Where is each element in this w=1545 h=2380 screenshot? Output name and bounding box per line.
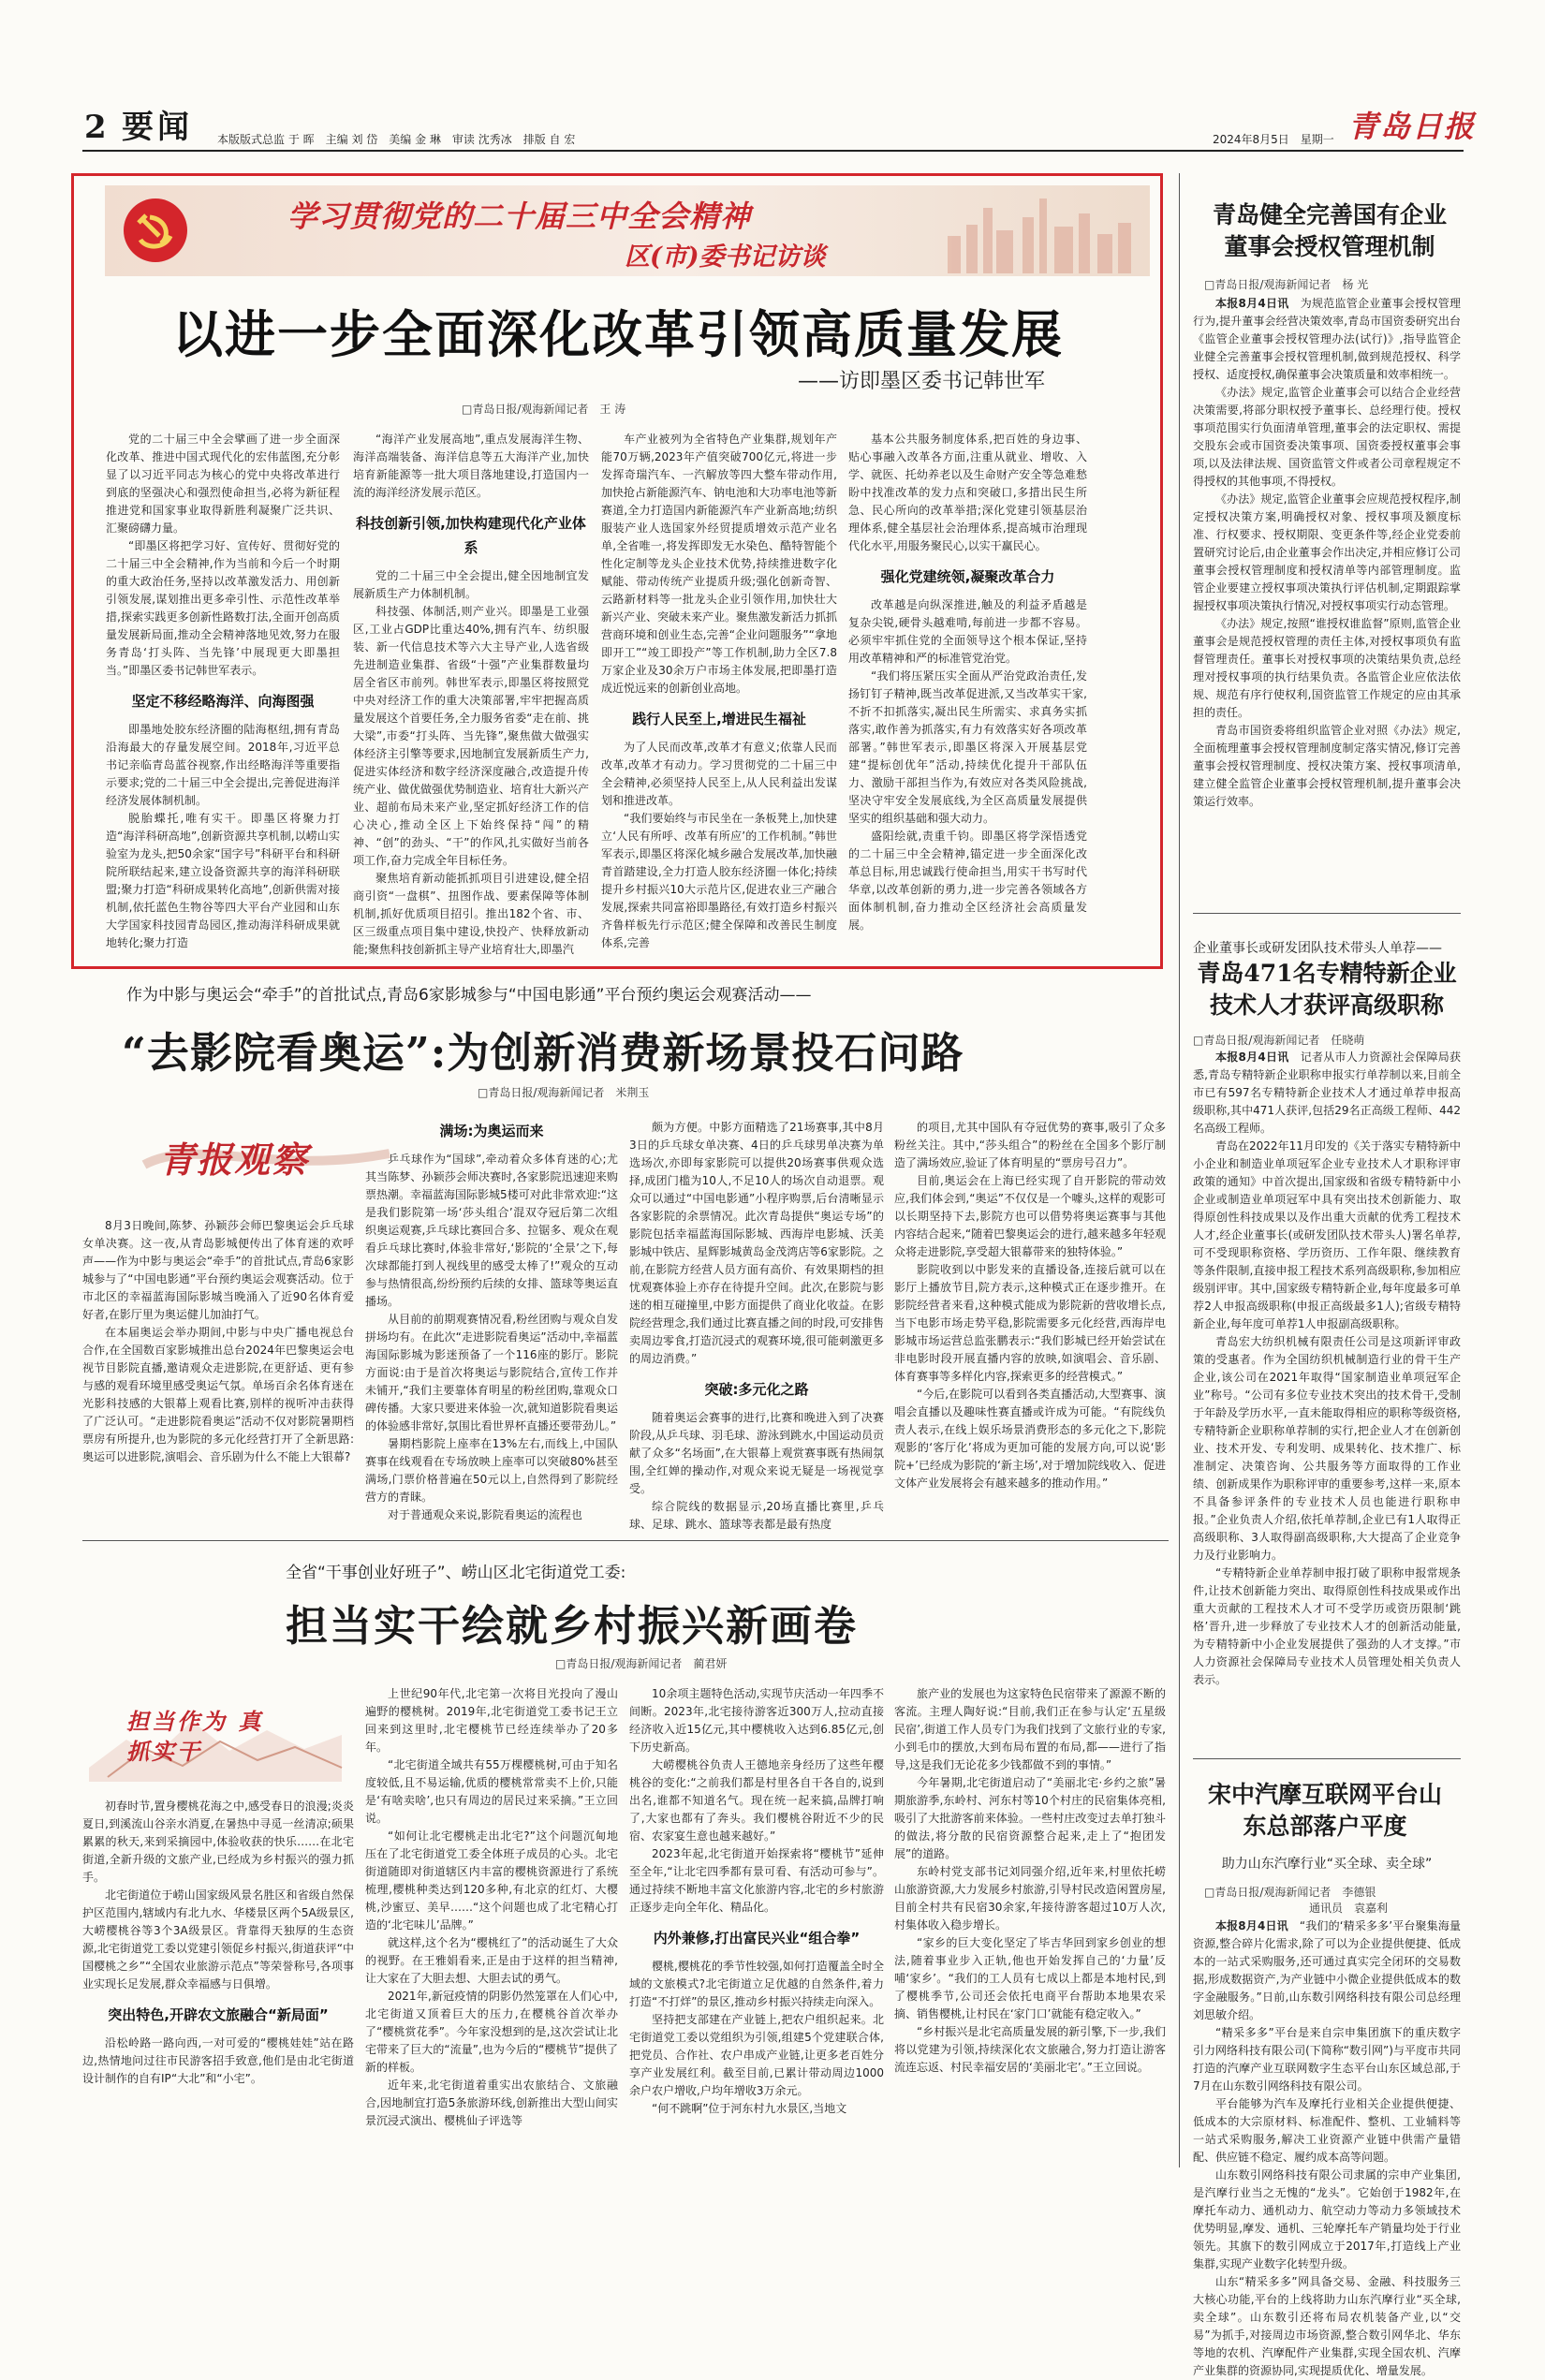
olympic-column-1 xyxy=(82,1217,354,1526)
section-heading: 内外兼修,打出富民兴业“组合拳” xyxy=(653,1930,861,1947)
paragraph: 盛阳绘就,责重千钧。即墨区将学深悟透党的二十届三中全会精神,锚定进一步全面深化改革总目标,用忠诚践行使命担当,用实干书写时代华章,以改革创新的勇力,进一步完善各领域各方面体制机制,奋力推动全区经济社会高质量发展。 xyxy=(848,830,1087,932)
paragraph xyxy=(1193,1917,1461,2024)
issue-date: 2024年8月5日 星期一 xyxy=(1213,133,1334,146)
rural-column-4 xyxy=(894,1685,1166,2167)
newspaper-logo: 青岛日报 xyxy=(1348,109,1477,144)
right-mid-byline: □青岛日报/观海新闻记者 任晓萌 xyxy=(1193,1034,1365,1047)
feature-column-3 xyxy=(601,431,837,960)
paragraph-text: 记者从市人力资源社会保障局获悉,青岛专精特新企业职称申报实行单荐制以来,目前全市已有597名专精特新企业技术人才通过单荐申报高级职称,其中471人获评,包括29名正高级工程师、442名高级工程师。 xyxy=(1193,1050,1461,1135)
paragraph: “北宅街道全域共有55万棵樱桃树,可由于知名度较低,且不易运输,优质的樱桃常常卖不上价,只能是‘有啥卖啥’,也只有周边的居民过来采摘。”王立回说。 xyxy=(365,1758,618,1825)
paragraph: 东岭村党支部书记刘同强介绍,近年来,村里依托崂山旅游资源,大力发展乡村旅游,引导村民改造闲置房屋,目前全村共有民宿30余家,年接待游客超过10万人次,村集体收入稳步增长。 xyxy=(894,1865,1166,1932)
right-bot-byline-2: 通讯员 袁嘉利 xyxy=(1309,1902,1389,1915)
paragraph: 脱胎蝶托,唯有实干。即墨区将聚力打造“海洋科研高地”,创新资源共享机制,以崂山实验室为龙头,把50余家“国字号”科研平台和科研院所联结起来,建立设备资源共享的海洋科研联盟;聚力打造“科研成果转化高地”,创新供需对接机制,依托蓝色生物谷等四大平台产业园和山东大学国家科技园青岛园区,推动海洋科研成果就地转化;聚力打造 xyxy=(106,812,340,949)
rural-column-3 xyxy=(629,1685,884,2167)
paragraph: 科技强、体制活,则产业兴。即墨是工业强区,工业占GDP比重达40%,拥有汽车、纺织服装、新一代信息技术等六大主导产业,人选省级先进制造业集群、省级“十强”产业集群数量均居全省区市前列。韩世军表示,即墨区将按照党中央对经济工作的重大决策部署,牢牢把握高质量发展这个首要任务,全力服务省委“走在前、挑大梁”,市委“打头阵、当先锋”,聚焦做大做强实体经济主引擎等要求,因地制宜发展新质生产力,促进实体经济和数字经济深度融合,改造提升传统产业、做优做强优势制造业、培育壮大新兴产业、超前布局未来产业,坚定抓好经济工作的信心决心,推动全区上下始终保持“闯”的精神、“创”的劲头、“干”的作风,扎实做好当前各项工作,奋力完成全年目标任务。 xyxy=(353,605,590,867)
feature-subhead: ——访即墨区委书记韩世军 xyxy=(798,370,1046,393)
paragraph: 的项目,尤其中国队有夺冠优势的赛事,吸引了众多粉丝关注。其中,“莎头组合”的粉丝在全国多个影厅制造了满场效应,验证了体育明星的“票房号召力”。 xyxy=(894,1121,1166,1169)
paragraph: “乡村振兴是北宅高质量发展的新引擎,下一步,我们将以党建为引领,持续深化农文旅融合,努力打造让游客流连忘返、村民幸福安居的‘美丽北宅’。”王立回说。 xyxy=(894,2025,1166,2074)
paragraph: 党的二十届三中全会提出,健全因地制宜发展新质生产力体制机制。 xyxy=(353,569,589,600)
paragraph: 党的二十届三中全会擘画了进一步全面深化改革、推进中国式现代化的宏伟蓝图,充分彰显了以习近平同志为核心的党中央将改革进行到底的坚强决心和强烈使命担当,必将为新征程推进党和国家事业取得新胜利凝聚广泛共识、汇聚磅礴力量。 xyxy=(106,433,340,535)
paragraph: 颇为方便。中影方面精选了21场赛事,其中8月3日的乒乓球女单决赛、4日的乒乓球男单决赛为单选场次,亦即每家影院可以提供20场赛事供观众选择,成团门槛为10人,不足10人的场次自动退票。观众可以通过“中国电影通”小程序购票,后台清晰显示各家影院的余票情况。此次青岛提供“奥运专场”的影院包括幸福蓝海国际影城、西海岸电影城、沃美影城中铁店、星辉影城黄岛金茂湾店等6家影院。之前,在影院方经营人员方面有高价、有效果期档的担忧观赛体验上亦存在待提升空间。此次,在影院与影迷的相互碰撞里,中影方面提供了商业化收益。在影院经营理念,我们通过比赛直播之间的时段,可安排售卖周边零食,打造沉浸式的观赛环境,很可能刺激更多的周边消费。” xyxy=(629,1121,884,1365)
paragraph: 目前,奥运会在上海已经实现了自开影院的带动效应,我们体会到,“奥运”不仅仅是一个噱头,这样的观影可以长期坚持下去,影院方也可以借势将奥运赛事与其他内容结合起来,“随着巴黎奥运会的进行,越来越多年轻观众将走进影院,享受超大银幕带来的独特体验。” xyxy=(894,1174,1166,1258)
paragraph: “我们将压紧压实全面从严治党政治责任,发扬钉钉子精神,既当改革促进派,又当改革实干家,不折不扣抓落实,凝出民生所需实、求真务实抓落实,敢作善为抓落实,有力有效落实好各项改革部署。”韩世军表示,即墨区将深入开展基层党建“提标创优年”活动,持续优化提升干部队伍力、激励干部担当作为,有效应对各类风险挑战,坚决守牢安全发展底线,为全区高质量发展提供坚实的组织基础和强大动力。 xyxy=(848,669,1087,825)
olympic-column-2 xyxy=(365,1119,618,1531)
rural-byline: □青岛日报/观海新闻记者 蔺君妍 xyxy=(555,1657,728,1670)
right-top-body xyxy=(1193,295,1461,904)
paragraph: “专精特新企业单荐制申报打破了职称申报常规条件,让技术创新能力突出、取得原创性科技成果或作出重大贡献的工程技术人才可不受学历或资历限制‘跳格’晋升,进一步释放了专业技术人才的创新活动能量,为专精特新中小企业发展提供了强劲的人才支撑。”市人力资源社会保障局专业技术人员管理处相关负责人表示。 xyxy=(1193,1566,1461,1686)
right-mid-body xyxy=(1193,1049,1461,1746)
paragraph: 2023年起,北宅街道开始探索将“樱桃节”延伸至全年,“让北宅四季都有景可看、有活动可参与”。通过持续不断地丰富文化旅游内容,北宅的乡村旅游正逐步走向全年化、精品化。 xyxy=(629,1847,884,1914)
paragraph: “即墨区将把学习好、宣传好、贯彻好党的二十届三中全会精神,作为当前和今后一个时期的重大政治任务,坚持以改革激发活力、用创新引领发展,谋划推出更多牵引性、示范性改革举措,探索实践更多创新性路数打法,全面开创高质量发展新局面,推动全会精神落地见效,努力在服务青岛‘打头阵、当先锋’中展现更大即墨担当。”即墨区委书记韩世军表示。 xyxy=(106,539,340,677)
olympic-kicker: 作为中影与奥运会“牵手”的首批试点,青岛6家影城参与“中国电影通”平台预约奥运会观赛活动—— xyxy=(126,986,812,1005)
paragraph: 综合院线的数据显示,20场直播比赛里,乒乓球、足球、跳水、篮球等表都是最有热度 xyxy=(629,1500,884,1531)
right-top-byline: □青岛日报/观海新闻记者 杨 光 xyxy=(1204,278,1369,291)
paragraph: “何不跳啊”位于河东村九水景区,当地文 xyxy=(652,2102,847,2115)
paragraph: “我们要始终与市民坐在一条板凳上,加快建立‘人民有所呼、改革有所应’的工作机制。”韩世军表示,即墨区将深化城乡融合发展改革,加快融青首踏建设,全力打造人胶东经济圈一体化;持续提升乡村振兴10大示范片区,促进农业三产融合发展,探索共同富裕即墨路径,有效打造乡村振兴齐鲁样板先行示范区;健全保障和改善民生制度体系,完善 xyxy=(601,812,837,949)
right-bot-byline: □青岛日报/观海新闻记者 李德银 xyxy=(1204,1886,1376,1899)
olympic-headline: “去影院看奥运”:为创新消费新场景投石问路 xyxy=(122,1028,964,1078)
section-heading: 强化党建统领,凝聚改革合力 xyxy=(880,568,1055,585)
feature-banner xyxy=(105,185,1150,276)
header-rule xyxy=(82,150,1464,152)
section-heading: 践行人民至上,增进民生福祉 xyxy=(632,711,806,727)
right-bot-subtitle: 助力山东汽摩行业“买全球、卖全球” xyxy=(1221,1857,1433,1872)
feature-column-4 xyxy=(848,431,1087,960)
paragraph: 平台能够为汽车及摩托行业相关企业提供便捷、低成本的大宗原材料、标准配件、整机、工业辅料等一站式采购服务,解决工业资源产业链中供需产量错配、供应链不稳定、履约成本高等问题。 xyxy=(1193,2097,1461,2164)
paragraph: 樱桃,樱桃花的季节性较强,如何打造覆盖全时全域的文旅模式?北宅街道立足优越的自然条件,着力打造“不打烊”的景区,推动乡村振兴持续走向深入。 xyxy=(629,1960,884,2008)
paragraph: 北宅街道位于崂山国家级风景名胜区和省级自然保护区范围内,辖域内有北九水、华楼景区两个5A级景区,大崂樱桃谷等3个3A级景区。背靠得天独厚的生态资源,北宅街道党工委以党建引领促乡村振兴,街道获评“中国樱桃之乡”“全国农业旅游示范点”等荣誉称号,各项事业实现长足发展,群众幸福感与日俱增。 xyxy=(82,1888,354,1991)
paragraph: 初春时节,置身樱桃花海之中,感受春日的浪漫;炎炎夏日,到溪流山谷亲水消夏,在暑热中寻觅一丝清凉;硕果累累的秋天,来到采摘园中,体验收获的快乐……在北宅街道,全新升级的文旅产业,已经成为乡村振兴的强力抓手。 xyxy=(82,1800,354,1884)
paragraph: 改革越是向纵深推进,触及的利益矛盾越是复杂尖锐,硬骨头越难啃,每前进一步都不容易。必须牢牢抓住党的全面领导这个根本保证,坚持用改革精神和严的标准管党治党。 xyxy=(848,598,1087,665)
dateline: 本报8月4日讯 xyxy=(1215,1050,1289,1064)
paragraph: 《办法》规定,监管企业董事会应规范授权程序,制定授权决策方案,明确授权对象、授权事项及额度标准、行权要求、授权期限、变更条件等,经企业党委前置研究讨论后,由企业董事会作出决定,并相应修订公司董事会授权管理制度和授权清单等内部管理制度。监管企业要建立授权事项决策执行评估机制,定期跟踪掌握授权事项决策执行情况,对授权事项实行动态管理。 xyxy=(1193,492,1461,612)
paragraph: 山东“精采多多”网具备交易、金融、科技服务三大核心功能,平台的上线将助力山东汽摩行业“买全球,卖全球”。山东数引还将布局农机装备产业,以“交易”为抓手,对接周边市场资源,整合数引网华北、华东等地的农机、汽摩配件产业集群,实现全国农机、汽摩产业集群的资源协同,实现提质优化、增量发展。 xyxy=(1193,2275,1461,2377)
rural-column-2 xyxy=(365,1685,618,2167)
right-section-rule xyxy=(1193,913,1461,914)
feature-headline: 以进一步全面深化改革引领高质量发展 xyxy=(172,304,1064,364)
paragraph: “精采多多”平台是来自宗申集团旗下的重庆数字引力网络科技有限公司(下简称“数引网”)与平度市共同打造的汽摩产业互联网数字生态平台山东区域总部,于7月在山东数引网络科技有限公司。 xyxy=(1193,2026,1461,2093)
paragraph: 聚焦培育新动能抓抓项目引进建设,健全招商引资“一盘棋”、扭图作战、要素保障等体制机制,抓好优质项目招引。推出182个省、市、区三级重点项目集中建设,快投产、快释放新动能;聚焦科技创新抓主导产业培育壮大,即墨汽 xyxy=(353,872,589,956)
right-mid-title: 青岛471名专精特新企业技术人才获评高级职称 xyxy=(1197,960,1457,1019)
section-heading: 突破:多元化之路 xyxy=(704,1381,809,1398)
right-bot-title: 宋中汽摩互联网平台山东总部落户平度 xyxy=(1208,1781,1443,1840)
paragraph: 大崂樱桃谷负责人王德地亲身经历了这些年樱桃谷的变化:“之前我们都是村里各自干各自的,说到出名,谁都不知道名气。现在统一起来搞,品牌打响了,大家也都有了奔头。我们樱桃谷附近不少的民宿、农家宴生意也越来越好。” xyxy=(629,1758,884,1843)
column-logo: 担当作为 真抓实干 xyxy=(89,1693,342,1782)
paragraph: 山东数引网络科技有限公司隶属的宗申产业集团,是汽摩行业当之无愧的“龙头”。它始创于1982年,在摩托车动力、通机动力、航空动力等动力多领域技术优势明显,摩发、通机、三轮摩托车产销量均处于行业领先。其旗下的数引网成立于2017年,打造线上产业集群,实现产业数字化转型升级。 xyxy=(1193,2168,1461,2270)
paragraph: 青岛在2022年11月印发的《关于落实专精特新中小企业和制造业单项冠军企业专业技术人才职称评审政策的通知》中首次提出,国家级和省级专精特新中小企业或制造业单项冠军中具有突出技术创新能力、取得原创性科技成果以及作出重大贡献的优秀工程技术人才,经企业董事长(或研发团队技术带头人)署名单荐,可不受现职称资格、学历资历、工作年限、继续教育等条件限制,直接申报工程技术系列高级职称,参加相应级别评审。其中,国家级专精特新企业,每年度最多可单荐2人申报高级职称(申报正高级最多1人);省级专精特新企业,每年度可单荐1人申报副高级职称。 xyxy=(1193,1139,1461,1330)
right-section-rule xyxy=(1193,1758,1461,1759)
paragraph: 基本公共服务制度体系,把百姓的身边事、贴心事融入改革各方面,注重从就业、增收、入学、就医、托幼养老以及生命财产安全等急难愁盼中找准改革的发力点和突破口,多措出民生所急、民心所向的改革举措;深化党建引领基层治理体系,健全基层社会治理体系,提高城市治理现代化水平,用服务聚民心,以实干赢民心。 xyxy=(848,433,1087,552)
paragraph-text: “我们的‘精采多多’平台聚集海量资源,整合碎片化需求,除了可以为企业提供便捷、低成本的一站式采购服务,还可通过真实完全闭环的交易数据,形成数据资产,为产业链中小微企业提供低成本的数字金融服务。”日前,山东数引网络科技有限公司总经理刘思敏介绍。 xyxy=(1193,1919,1461,2021)
paragraph: “如何让北宅樱桃走出北宅?”这个问题沉甸地压在了北宅街道党工委全体班子成员的心头。北宅街道随即对街道辖区内丰富的樱桃资源进行了系统梳理,樱桃种类达到120多种,有北京的红灯、大樱桃,沙蜜豆、美早……“这个问题也成了北宅精心打造的‘北宅味儿’品牌。” xyxy=(365,1829,618,1932)
city-skyline-icon xyxy=(938,189,1144,273)
paragraph: “今后,在影院可以看到各类直播活动,大型赛事、演唱会直播以及趣味性赛直播或许成为可能。“有院线负责人表示,在线上娱乐场景消费形态的多元化之下,影院观影的‘客厅化’将成为更加可能的发展方向,可以说‘影院+’已经成为影院的‘新主场’,对于增加院线收入、促进文体产业发展将会有越来越多的推动作用。” xyxy=(894,1388,1166,1490)
dateline: 本报8月4日讯 xyxy=(1215,1919,1288,1932)
paragraph: “海洋产业发展高地”,重点发展海洋生物、海洋高端装备、海洋信息等五大海洋产业,加快培育新能源等一批大项目落地建设,打造国内一流的海洋经济发展示范区。 xyxy=(353,433,589,499)
right-column-divider xyxy=(1179,173,1180,2167)
olympic-column-4 xyxy=(894,1119,1166,1531)
section-heading: 满场:为奥运而来 xyxy=(439,1123,544,1139)
paragraph: “家乡的巨大变化坚定了毕吉华回到家乡创业的想法,随着事业步入正轨,他也开始发挥自己的‘力量’反哺‘家乡’。“我们的工人员有七成以上都是本地村民,到了樱桃季节,公司还会依托电商平台帮助本地果农采摘、销售樱桃,让村民在‘家门口’就能有稳定收入。” xyxy=(894,1936,1166,2020)
paragraph-text: 为规范监管企业董事会授权管理行为,提升董事会经营决策效率,青岛市国资委研究出台《监管企业董事会授权管理办法(试行)》,指导监管企业健全完善董事会授权管理机制,做到规范授权、科学授权、适度授权,确保董事会决策质量和效率相统一。 xyxy=(1193,297,1461,381)
paragraph: 青岛宏大纺织机械有限责任公司是这项新评审政策的受惠者。作为全国纺织机械制造行业的骨干生产企业,该公司在2021年取得“国家制造业单项冠军企业”称号。“公司有多位专业技术突出的技术骨干,受制于年龄及学历水平,一直未能取得相应的职称等级资格,专精特新企业职称单荐制的实行,把企业人才在创新创业、技术开发、专利发明、成果转化、技术推广、标准制定、决策咨询、公共服务等方面取得的工作业绩、创新成果作为职称评审的重要参考,这样一来,原本不具备参评条件的专业技术人员也能进行职称申报。”企业负责人介绍,依托单荐制,企业已有1人取得正高级职称、3人取得副高级职称,大大提高了企业竞争力及行业影响力。 xyxy=(1193,1335,1461,1562)
olympic-column-3 xyxy=(629,1119,884,1531)
paragraph: 从目前的前期观赛情况看,粉丝团购与观众自发拼场均有。在此次“走进影院看奥运”活动中,幸福蓝海国际影城为影迷预备了一个116座的影厅。影院方面说:由于是首次将奥运与影院结合,宣传工作并未铺开,“我们主要靠体育明星的粉丝团购,靠观众口碑传播。大家只要进来体验一次,就知道影院看奥运的体验感非常好,氛围比看世界杯直播还要带劲儿。” xyxy=(365,1313,618,1432)
banner-subtitle: 区(市)委书记访谈 xyxy=(625,242,826,272)
section-heading: 科技创新引领,加快构建现代化产业体系 xyxy=(356,515,586,556)
page-number: 2 xyxy=(84,109,107,146)
paragraph xyxy=(1193,1049,1461,1138)
paragraph: 暑期档影院上座率在13%左右,而线上,中国队赛事在线观看在专场放映上座率可以突破80%甚至满场,门票价格普遍在50元以上,自然得到了影院经营方的青睐。 xyxy=(365,1437,618,1504)
feature-column-2 xyxy=(353,431,589,960)
paragraph: 《办法》规定,按照“谁授权谁监督”原则,监管企业董事会是规范授权管理的责任主体,对授权事项负有监督管理责任。董事长对授权事项的决策结果负责,总经理对授权事项的执行结果负责。各监管企业应依法依规、规范有序行使权利,国资监管工作规定的应由其承担的责任。 xyxy=(1193,617,1461,719)
paragraph: 今年暑期,北宅街道启动了“美丽北宅·乡约之旅”暑期旅游季,东岭村、河东村等10个村庄的民宿集体亮相,吸引了大批游客前来体验。一些村庄改变过去单打独斗的做法,将分散的民宿资源整合起来,走上了“抱团发展”的道路。 xyxy=(894,1776,1166,1860)
paragraph: 车产业被列为全省特色产业集群,规划年产能70万辆,2023年产值突破700亿元,将进一步发挥奇瑞汽车、一汽解放等四大整车带动作用,加快抢占新能源汽车、钠电池和大功率电池等新赛道,全力打造国内新能源汽车产业新高地;纺织服装产业人选国家外经贸提质增效示范产业名单,全省唯一,将发挥即发无水染色、酷特智能个性化定制等龙头企业技术优势,持续推进数字化赋能、带动传统产业提质升级;强化创新奇智、云路新材料等一批龙头企业引领作用,加快壮大新兴产业、突破未来产业。聚焦激发新活力抓抓营商环境和创业生态,完善“企业问题服务”“拿地即开工”“竣工即投产”等工作机制,助力全区7.8万家企业及30余万户市场主体发展,把即墨打造成近悦远来的创新创业高地。 xyxy=(601,433,838,695)
feature-column-1 xyxy=(106,431,340,960)
dateline: 本报8月4日讯 xyxy=(1215,297,1289,310)
paragraph: 影院收到以中影发来的直播设备,连接后就可以在影厅上播放节目,院方表示,这种模式正在逐步推开。在影院经营者来看,这种模式能成为影院新的营收增长点,当下电影市场走势平稳,影院需要多元化经营,西海岸电影城市场运营总监张鹏表示:“我们影城已经开始尝试在非电影时段开展直播内容的放映,如演唱会、音乐剧、体育赛事等多样化内容,探索更多的经营模式。” xyxy=(894,1263,1166,1383)
section-heading: 突出特色,开辟农文旅融合“新局面” xyxy=(108,2006,329,2023)
section-heading: 坚定不移经略海洋、向海图强 xyxy=(131,693,315,710)
editor-credits: 本版版式总监 于 晖 主编 刘 岱 美编 金 琳 审读 沈秀冰 排版 自 宏 xyxy=(217,133,576,146)
paragraph: 旅产业的发展也为这家特色民宿带来了源源不断的客流。主理人陶好说:“目前,我们正在参与认定‘五星级民宿’,街道工作人员专门为我们找到了文旅行业的专家,小到毛巾的摆放,大到布局布置的布局,都——进行了指导,这是我们无论花多少钱都做不到的事情。” xyxy=(894,1687,1166,1771)
rural-column-1 xyxy=(82,1798,354,2167)
party-emblem-icon xyxy=(122,197,189,264)
paragraph: 对于普通观众来说,影院看奥运的流程也 xyxy=(388,1508,582,1521)
column-logo: 青报观察 xyxy=(140,1122,393,1189)
feature-byline: □青岛日报/观海新闻记者 王 涛 xyxy=(462,403,626,416)
paragraph: 乒乓球作为“国球”,牵动着众多体育迷的心;尤其当陈梦、孙颖莎会师决赛时,各家影院迅速迎来购票热潮。幸福蓝海国际影城5楼可对此非常欢迎:“这是我们影院第一场‘莎头组合’混双夺冠后第二次组织奥运观赛,乒乓球比赛回合多、拉锯多、观众在观看乒乓球比赛时,体验非常好,‘影院的‘全景’之下,每次球都能打到人视线里的感受太棒了!”观众的互动参与热情很高,纷纷预约后续的女排、篮球等奥运直播场。 xyxy=(365,1153,618,1308)
paragraph: 在本届奥运会举办期间,中影与中央广播电视总台合作,在全国数百家影城推出总台2024年巴黎奥运会电视节目影院直播,邀请观众走进影院,在更舒适、更有参与感的观看环境里感受奥运气氛。单场百余名体育迷在光影科技感的大银幕上观看比赛,别样的视听冲击获得了广泛认可。“走进影院看奥运”活动不仅对影院暑期档票房有所提升,也为影院的多元化经营打开了全新思路:奥运可以进影院,演唱会、音乐剧为什么不能上大银幕? xyxy=(82,1326,354,1463)
right-mid-kicker: 企业董事长或研发团队技术带头人单荐—— xyxy=(1193,941,1442,956)
paragraph: 就这样,这个名为“樱桃红了”的活动诞生了大众的视野。在王雅娟看来,正是由于这样的担当精神,让大家在了大胆去想、大胆去试的勇气。 xyxy=(365,1936,618,1985)
paragraph: 8月3日晚间,陈梦、孙颖莎会师巴黎奥运会乒乓球女单决赛。这一夜,从青岛影城便传出了体育迷的欢呼声——作为中影与奥运会“牵手”的首批试点,青岛6家影城参与了“中国电影通”平台预约奥运会观赛活动。位于市北区的幸福蓝海国际影城当晚涌入了近90名体育爱好者,在影厅里为奥运健儿加油打气。 xyxy=(82,1219,354,1321)
banner-title: 学习贯彻党的二十届三中全会精神 xyxy=(287,198,752,234)
paragraph: 为了人民而改革,改革才有意义;依靠人民而改革,改革才有动力。学习贯彻党的二十届三中全会精神,必须坚持人民至上,从人民利益出发谋划和推进改革。 xyxy=(601,741,837,807)
paragraph: 随着奥运会赛事的进行,比赛和晚进入到了决赛阶段,从乒乓球、羽毛球、游泳到跳水,中国运动员贡献了众多“名场面”,在大银幕上观赏赛事既有热闹氛围,全红婵的操动作,对观众来说无疑是一场视觉享受。 xyxy=(629,1411,884,1495)
paragraph: 即墨地处胶东经济圈的陆海枢纽,拥有青岛沿海最大的存量发展空间。2018年,习近平总书记亲临青岛蓝谷视察,作出经略海洋等重要指示要求;党的二十届三中全会提出,完善促进海洋经济发展体制机制。 xyxy=(106,723,340,807)
paragraph: 《办法》规定,监管企业董事会可以结合企业经营决策需要,将部分职权授予董事长、总经理行使。授权事项范围实行负面清单管理,董事会的法定职权、需提交股东会或市国资委决策事项、国资委授权董事会事项,以及法律法规、国资监管文件或者公司章程规定不得授权的其他事项,不得授权。 xyxy=(1193,386,1461,488)
right-bot-body xyxy=(1193,1917,1461,2377)
rural-headline: 担当实干绘就乡村振兴新画卷 xyxy=(286,1601,859,1651)
paragraph xyxy=(1193,295,1461,384)
page-header xyxy=(0,0,1545,150)
section-title: 要闻 xyxy=(122,109,193,146)
olympic-byline: □青岛日报/观海新闻记者 米荆玉 xyxy=(478,1086,650,1099)
rural-kicker: 全省“干事创业好班子”、崂山区北宅街道党工委: xyxy=(286,1564,626,1582)
paragraph: 2021年,新冠疫情的阴影仍然笼罩在人们心中,北宅街道又顶着巨大的压力,在樱桃谷首次举办了“樱桃赏花季”。今年家没想到的是,这次尝试让北宅带来了巨大的“流量”,也为今后的“樱桃节”提供了新的样板。 xyxy=(365,1990,618,2074)
section-rule xyxy=(82,1540,1169,1541)
paragraph: 沿松岭路一路向西,一对可爱的“樱桃娃娃”站在路边,热情地问过往市民游客招手致意,他们是由北宅街道设计制作的自有IP“大北”和“小宅”。 xyxy=(82,2036,354,2085)
paragraph: 青岛市国资委将组织监管企业对照《办法》规定,全面梳理董事会授权管理制度制定落实情况,修订完善董事会授权管理制度、授权决策方案、授权事项清单,建立健全监管企业董事会授权管理机制,提升董事会决策运行效率。 xyxy=(1193,724,1461,808)
paragraph: 上世纪90年代,北宅第一次将目光投向了漫山遍野的樱桃树。2019年,北宅街道党工委书记王立回来到这里时,北宅樱桃节已经连续举办了20多年。 xyxy=(365,1687,618,1754)
paragraph: 坚持把支部建在产业链上,把农户组织起来。北宅街道党工委以党组织为引领,组建5个党建联合体,把党员、合作社、农户串成产业链,让更多老百姓分享产业发展红利。截至目前,已累计带动周边1000余户农户增收,户均年增收3万余元。 xyxy=(629,2013,884,2097)
paragraph: 近年来,北宅街道着重实出农旅结合、文旅融合,因地制宜打造5条旅游环线,创新推出大型山间实景沉浸式演出、樱桃仙子评选等 xyxy=(365,2079,618,2127)
right-top-title: 青岛健全完善国有企业董事会授权管理机制 xyxy=(1212,201,1447,260)
paragraph: 10余项主题特色活动,实现节庆活动一年四季不间断。2023年,北宅接待游客近300万人,拉动直接经济收入近15亿元,其中樱桃收入达到6.85亿元,创下历史新高。 xyxy=(629,1687,884,1754)
